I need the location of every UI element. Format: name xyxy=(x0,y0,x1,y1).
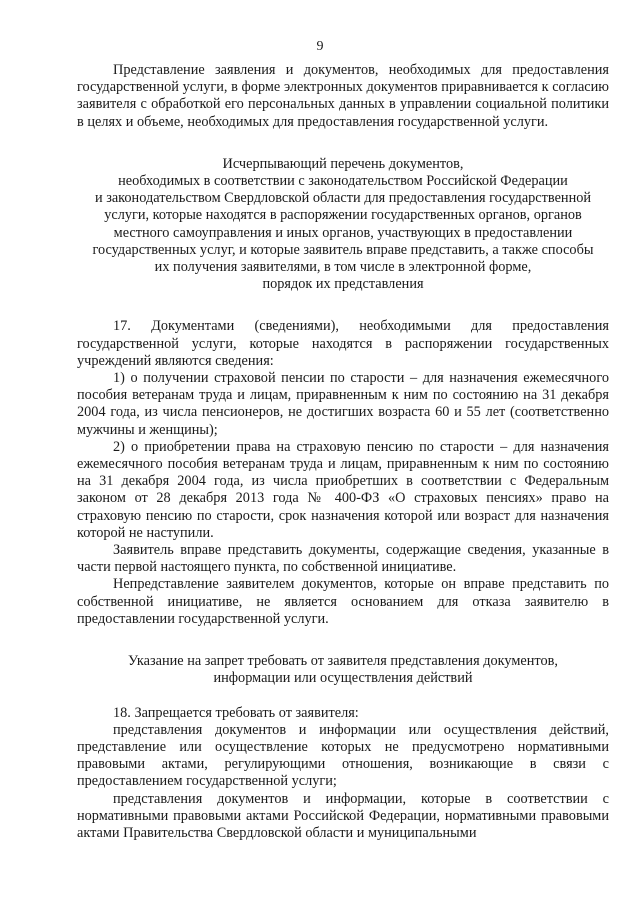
spacer xyxy=(77,293,609,310)
heading-line: информации или осуществления действий xyxy=(213,670,473,687)
spacer xyxy=(77,628,609,645)
paragraph: представления документов и информации или осуществления действий, представление или осуществление которых не предусмотрено нормативными правовыми актами, регулирующими отношения, возникающие в связи с предоставлением государственной услуги; xyxy=(77,721,609,790)
section-heading xyxy=(77,156,609,294)
paragraph: 17. Документами (сведениями), необходимыми для предоставления государственной услуги, которые находятся в распоряжении государственных учреждений являются сведения: xyxy=(77,318,609,369)
paragraph: 18. Запрещается требовать от заявителя: xyxy=(113,704,359,721)
spacer xyxy=(77,131,609,148)
page-number: 9 xyxy=(316,39,324,54)
paragraph: Непредставление заявителем документов, которые он вправе представить по собственной инициативе, не является основанием для отказа заявителю в предоставлении государственной услуги. xyxy=(77,576,609,627)
paragraph: 2) о приобретении права на страховую пенсию по старости – для назначения ежемесячного пособия ветеранам труда и лицам, приравненным к ним по состоянию на 31 декабря 2004 года, из числа приобретших в соответствии с Федеральным законом от 28 декабря 2013 года № 400-ФЗ «О страховых пенсиях» право на страховую пенсию по старости, срок назначения которой или возраст для назначения которой не наступили. xyxy=(77,438,609,541)
heading-line: их получения заявителями, в том числе в электронной форме, xyxy=(154,259,532,276)
paragraph: Представление заявления и документов, необходимых для предоставления государственной услуги, в форме электронных документов приравнивается к согласию заявителя с обработкой его персональных данных в управлении социальной политики в целях и объеме, необходимых для предоставления государственной услуги. xyxy=(77,62,609,130)
spacer xyxy=(77,645,609,653)
spacer xyxy=(77,148,609,156)
heading-line: и законодательством Свердловской области для предоставления государственной xyxy=(94,190,592,207)
paragraph: 1) о получении страховой пенсии по старости – для назначения ежемесячного пособия ветеранам труда и лицам, приравненным к ним по состоянию на 31 декабря 2004 года, из числа пенсионеров, не достигших возраста 60 и 55 лет (соответственно мужчины и женщины); xyxy=(77,370,609,438)
heading-line: Указание на запрет требовать от заявителя представления документов, xyxy=(128,653,558,670)
heading-line: Исчерпывающий перечень документов, xyxy=(222,155,464,172)
heading-line: необходимых в соответствии с законодательством Российской Федерации xyxy=(118,173,568,190)
paragraph: представления документов и информации, которые в соответствии с нормативными правовыми актами Российской Федерации, нормативными правовыми актами Правительства Свердловской области и муниципальными xyxy=(77,790,609,841)
paragraph: Заявитель вправе представить документы, содержащие сведения, указанные в части первой настоящего пункта, по собственной инициативе. xyxy=(77,542,609,576)
spacer xyxy=(77,310,609,318)
spacer xyxy=(77,688,609,705)
heading-line: услуги, которые находятся в распоряжении государственных органов, органов xyxy=(104,207,582,224)
heading-line: местного самоуправления и иных органов, участвующих в предоставлении xyxy=(113,224,573,241)
heading-line: государственных услуг, и которые заявитель вправе представить, а также способы xyxy=(92,241,594,258)
page-body xyxy=(77,62,609,842)
section-heading xyxy=(77,653,609,687)
heading-line: порядок их представления xyxy=(262,276,424,293)
